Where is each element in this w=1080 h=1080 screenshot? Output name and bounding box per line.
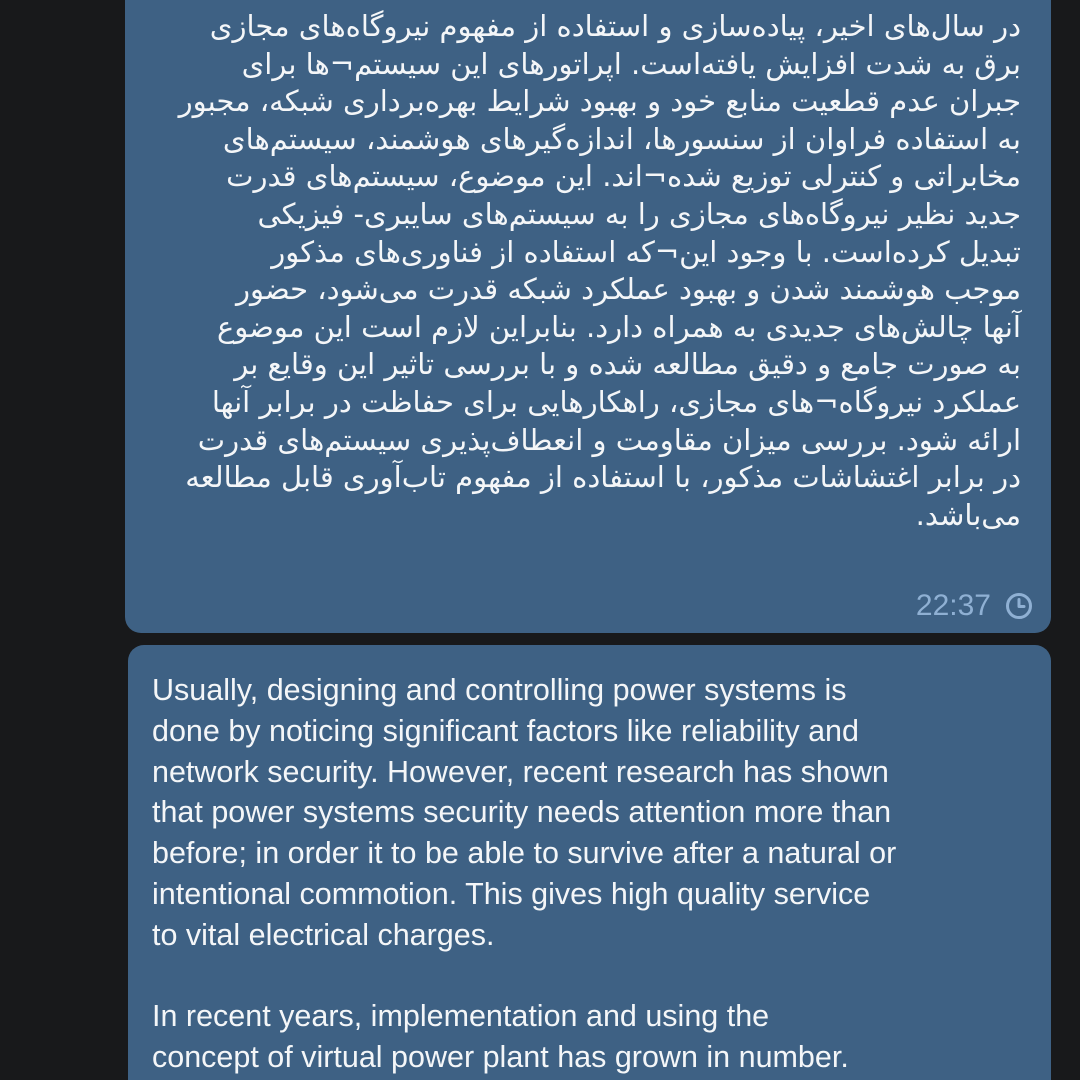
message-bubble[interactable] [128,645,1051,1080]
message-meta [916,589,1033,623]
clock-icon [1005,592,1033,620]
message-text: Usually, designing and controlling power systems is done by noticing significant factors like reliability and network security. However, recent research has shown that power systems security needs attention more than before; in order it to be able to survive after a natural or intentional commotion. This gives high quality service to vital electrical charges. In recent years, implementation and using the concept of virtual power plant has grown in number. [152,673,897,1075]
message-text: در سال‌های اخیر، پیاده‌سازی و استفاده از مفهوم نیروگاه‌های مجازی برق به شدت افزایش یافته‌است. اپراتورهای این سیستم¬ها برای جبران عدم قطعیت منابع خود و بهبود شرایط بهره‌برداری شبکه، مجبور به استفاده فراوان از سنسورها، اندازه‌گیرهای هوشمند، سیستم‌های مخابراتی و کنترلی توزیع شده¬اند. این موضوع، سیستم‌های قدرت جدید نظیر نیروگاه‌های مجازی را به سیستم‌های سایبری- فیزیکی تبدیل کرده‌است. با وجود این¬که استفاده از فناوری‌های مذکور موجب هوشمند شدن و بهبود عملکرد شبکه قدرت می‌شود، حضور آنها چالش‌های جدیدی به همراه دارد. بنابراین لازم است این موضوع به صورت جامع و دقیق مطالعه شده و با بررسی تاثیر این وقایع بر عملکرد نیروگاه¬های مجازی، راهکارهایی برای حفاظت در برابر آنها ارائه شود. بررسی میزان مقاومت و انعطاف‌پذیری سیستم‌های قدرت در برابر اغتشاشات مذکور، با استفاده از مفهوم تاب‌آوری قابل مطالعه می‌باشد. [178,9,1021,532]
message-time: 22:37 [915,589,991,622]
message-bubble[interactable] [125,0,1051,633]
